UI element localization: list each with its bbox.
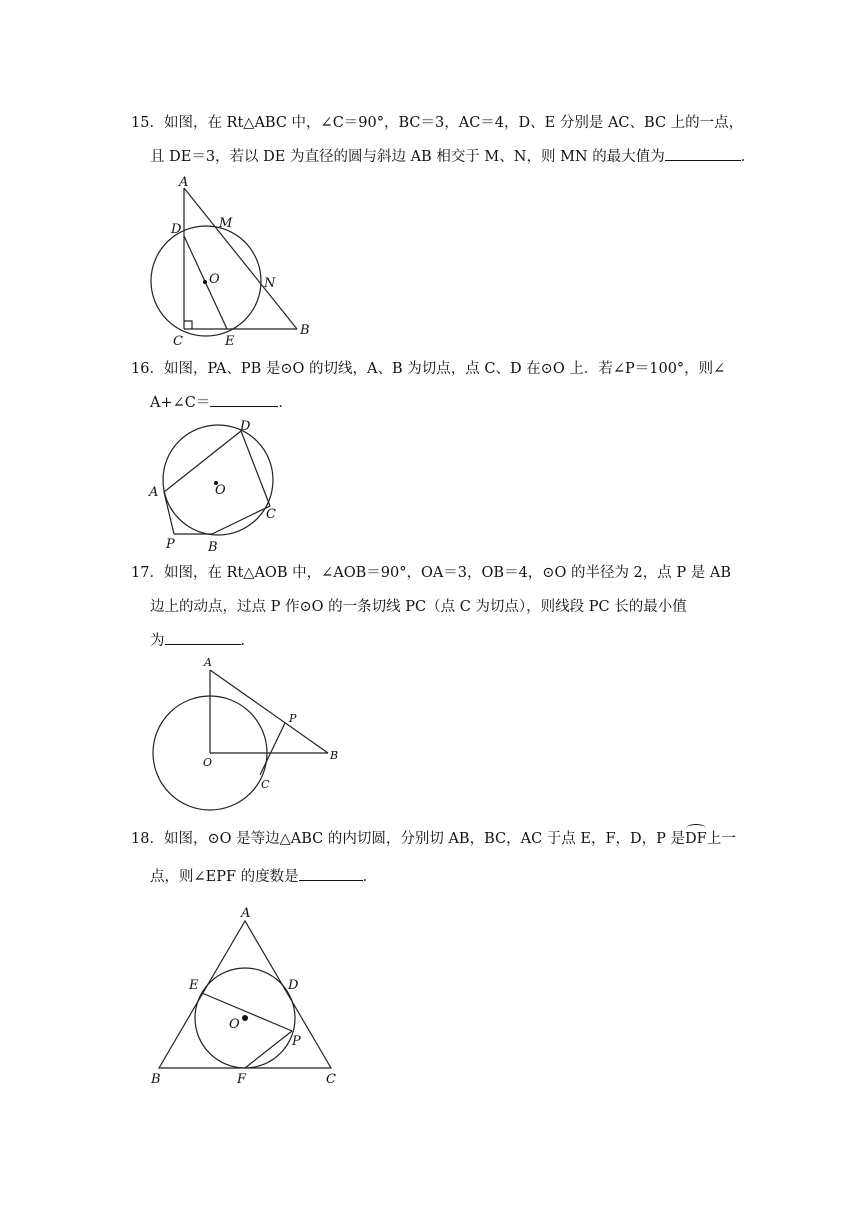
q15-text-line2a: 且 DE＝3，若以 DE 为直径的圆与斜边 AB 相交于 M、N，则 MN 的最大值为 — [150, 149, 665, 165]
q18-text-line1a: 18．如图，⊙O 是等边△ABC 的内切圆，分别切 AB，BC，AC 于点 E，F，D，P 是 — [131, 831, 686, 847]
q15-segment-ab — [184, 188, 297, 329]
q15-label-b: B — [300, 323, 310, 338]
q16-figure — [140, 412, 300, 555]
q18-text-line2 — [150, 866, 377, 887]
q18-label-f: F — [237, 1072, 247, 1087]
q17-label-a: A — [204, 656, 212, 669]
q17-segment-ab — [210, 670, 328, 753]
q16-segment-dc — [241, 431, 270, 506]
q17-answer-blank[interactable] — [165, 630, 241, 645]
q18-text-line2b: ． — [362, 869, 378, 885]
q16-segment-ad — [164, 431, 241, 492]
q15-label-o: O — [209, 272, 220, 287]
q15-text-line2 — [150, 146, 755, 167]
q17-label-b: B — [330, 749, 339, 762]
q17-figure — [148, 655, 348, 810]
q15-figure — [140, 170, 470, 350]
q16-text-line2a: A+∠C＝ — [150, 395, 211, 411]
q18-arc-df: DF — [685, 831, 707, 847]
q18-label-o: O — [229, 1017, 240, 1032]
q15-label-d: D — [171, 222, 182, 237]
q18-label-d: D — [288, 978, 299, 993]
q17-text-line1: 17．如图，在 Rt△AOB 中，∠AOB＝90°，OA＝3，OB＝4，⊙O 的半径为 2，点 P 是 AB — [131, 565, 731, 581]
q18-center-dot — [242, 1015, 248, 1021]
q15-label-m: M — [219, 216, 233, 231]
q15-label-a: A — [179, 175, 189, 190]
q18-label-p: P — [292, 1034, 301, 1049]
q17-label-c: C — [261, 778, 270, 791]
q17-text-line3 — [150, 630, 255, 651]
q17-text-line3b: ． — [240, 633, 255, 649]
q18-triangle-abc — [159, 921, 331, 1068]
q15-text-line2b: ． — [740, 149, 756, 165]
q16-text-line2b: ． — [278, 395, 293, 411]
q16-label-o: O — [215, 483, 226, 498]
q15-center-dot — [203, 280, 207, 284]
q16-segment-pa — [164, 492, 174, 534]
q17-text-line2: 边上的动点，过点 P 作⊙O 的一条切线 PC（点 C 为切点），则线段 PC 长的最小值 — [150, 599, 687, 615]
q18-text-line2a: 点，则∠EPF 的度数是 — [150, 869, 299, 885]
q18-figure — [145, 900, 355, 1090]
q15-answer-blank[interactable] — [665, 146, 741, 161]
q16-label-p: P — [166, 537, 175, 552]
q15-text-line1: 15．如图，在 Rt△ABC 中，∠C＝90°，BC＝3，AC＝4，D、E 分别是 AC、BC 上的一点， — [131, 115, 744, 131]
q16-label-a: A — [149, 485, 159, 500]
q16-label-c: C — [266, 507, 276, 522]
q17-text-line3a: 为 — [150, 633, 165, 649]
q15-label-e: E — [225, 334, 235, 349]
q16-answer-blank[interactable] — [210, 392, 278, 407]
q17-label-p: P — [289, 712, 297, 725]
q18-label-b: B — [151, 1072, 161, 1087]
q18-label-e: E — [189, 978, 199, 993]
q15-label-c: C — [173, 334, 183, 349]
q15-label-n: N — [264, 276, 276, 291]
q17-label-o: O — [203, 756, 213, 769]
q18-label-c: C — [326, 1072, 336, 1087]
q18-label-a: A — [241, 906, 251, 921]
q16-text-line2 — [150, 392, 293, 413]
q16-label-b: B — [208, 540, 218, 555]
q17-segment-pc — [260, 723, 285, 775]
q18-text-line1 — [131, 829, 736, 849]
q15-right-angle-mark — [184, 321, 192, 329]
q18-segment-ep — [202, 993, 292, 1031]
q18-answer-blank[interactable] — [299, 866, 363, 881]
q16-text-line1: 16．如图，PA、PB 是⊙O 的切线，A、B 为切点，点 C、D 在⊙O 上．若∠P＝100°，则∠ — [131, 361, 726, 377]
q16-label-d: D — [240, 419, 251, 434]
q18-text-line1b: 上一 — [706, 831, 736, 847]
